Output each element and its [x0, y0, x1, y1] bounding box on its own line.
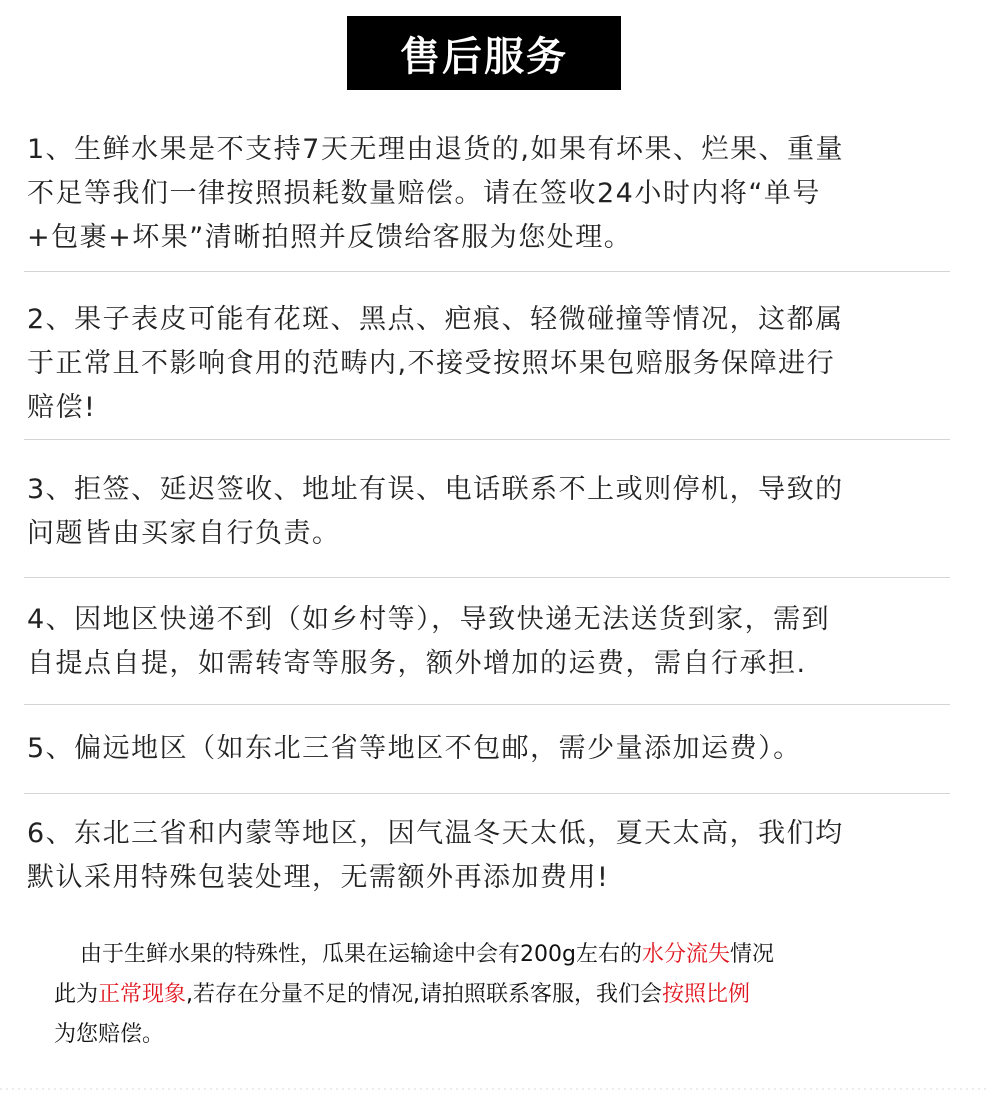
notice-text: 情况 — [729, 942, 774, 967]
rule-line: 5、偏远地区（如东北三省等地区不包邮，需少量添加运费）。 — [27, 733, 802, 764]
section-divider — [24, 793, 950, 794]
rule-line: 赔偿! — [27, 392, 97, 423]
page-title: 售后服务 — [400, 33, 568, 80]
notice-text: 由于生鲜水果的特殊性，瓜果在运输途中会有200g左右的 — [80, 942, 642, 967]
rule-line: 3、拒签、延迟签收、地址有误、电话联系不上或则停机，导致的 — [27, 474, 844, 505]
notice-highlight: 水分流失 — [641, 942, 730, 967]
rule-item-4 — [27, 598, 957, 686]
rule-line: 1、生鲜水果是不支持7天无理由退货的,如果有坏果、烂果、重量 — [27, 134, 844, 165]
rule-line: 不足等我们一律按照损耗数量赔偿。请在签收24小时内将“单号 — [27, 178, 821, 209]
rule-item-3 — [27, 468, 957, 556]
rule-line: 默认采用特殊包装处理，无需额外再添加费用! — [27, 862, 610, 893]
section-divider — [24, 271, 950, 272]
notice-text: ,若存在分量不足的情况,请拍照联系客服，我们会 — [186, 982, 663, 1007]
notice-line-1 — [40, 935, 940, 975]
title-banner — [347, 16, 621, 90]
rule-item-6 — [27, 812, 957, 900]
rule-line: 4、因地区快递不到（如乡村等），导致快递无法送货到家，需到 — [27, 604, 831, 635]
rule-line: 6、东北三省和内蒙等地区，因气温冬天太低，夏天太高，我们均 — [27, 818, 844, 849]
rule-item-1 — [27, 128, 957, 260]
notice-highlight: 按照比例 — [662, 982, 751, 1007]
section-divider — [24, 704, 950, 705]
freshness-notice — [40, 935, 940, 1055]
rule-item-5 — [27, 727, 957, 771]
notice-line-3: 为您赔偿。 — [54, 1022, 165, 1047]
bottom-dotted-border — [0, 1088, 990, 1090]
rule-line: 于正常且不影响食用的范畴内,不接受按照坏果包赔服务保障进行 — [27, 348, 836, 379]
section-divider — [24, 439, 950, 440]
rule-line: +包裹+坏果”清晰拍照并反馈给客服为您处理。 — [27, 222, 633, 253]
notice-highlight: 正常现象 — [98, 982, 187, 1007]
rule-line: 问题皆由买家自行负责。 — [27, 518, 341, 549]
section-divider — [24, 577, 950, 578]
rule-item-2 — [27, 298, 957, 430]
rule-line: 2、果子表皮可能有花斑、黑点、疤痕、轻微碰撞等情况，这都属 — [27, 304, 844, 335]
notice-text: 此为 — [54, 982, 99, 1007]
notice-line-2 — [40, 975, 940, 1015]
rule-line: 自提点自提，如需转寄等服务，额外增加的运费，需自行承担. — [27, 648, 807, 679]
